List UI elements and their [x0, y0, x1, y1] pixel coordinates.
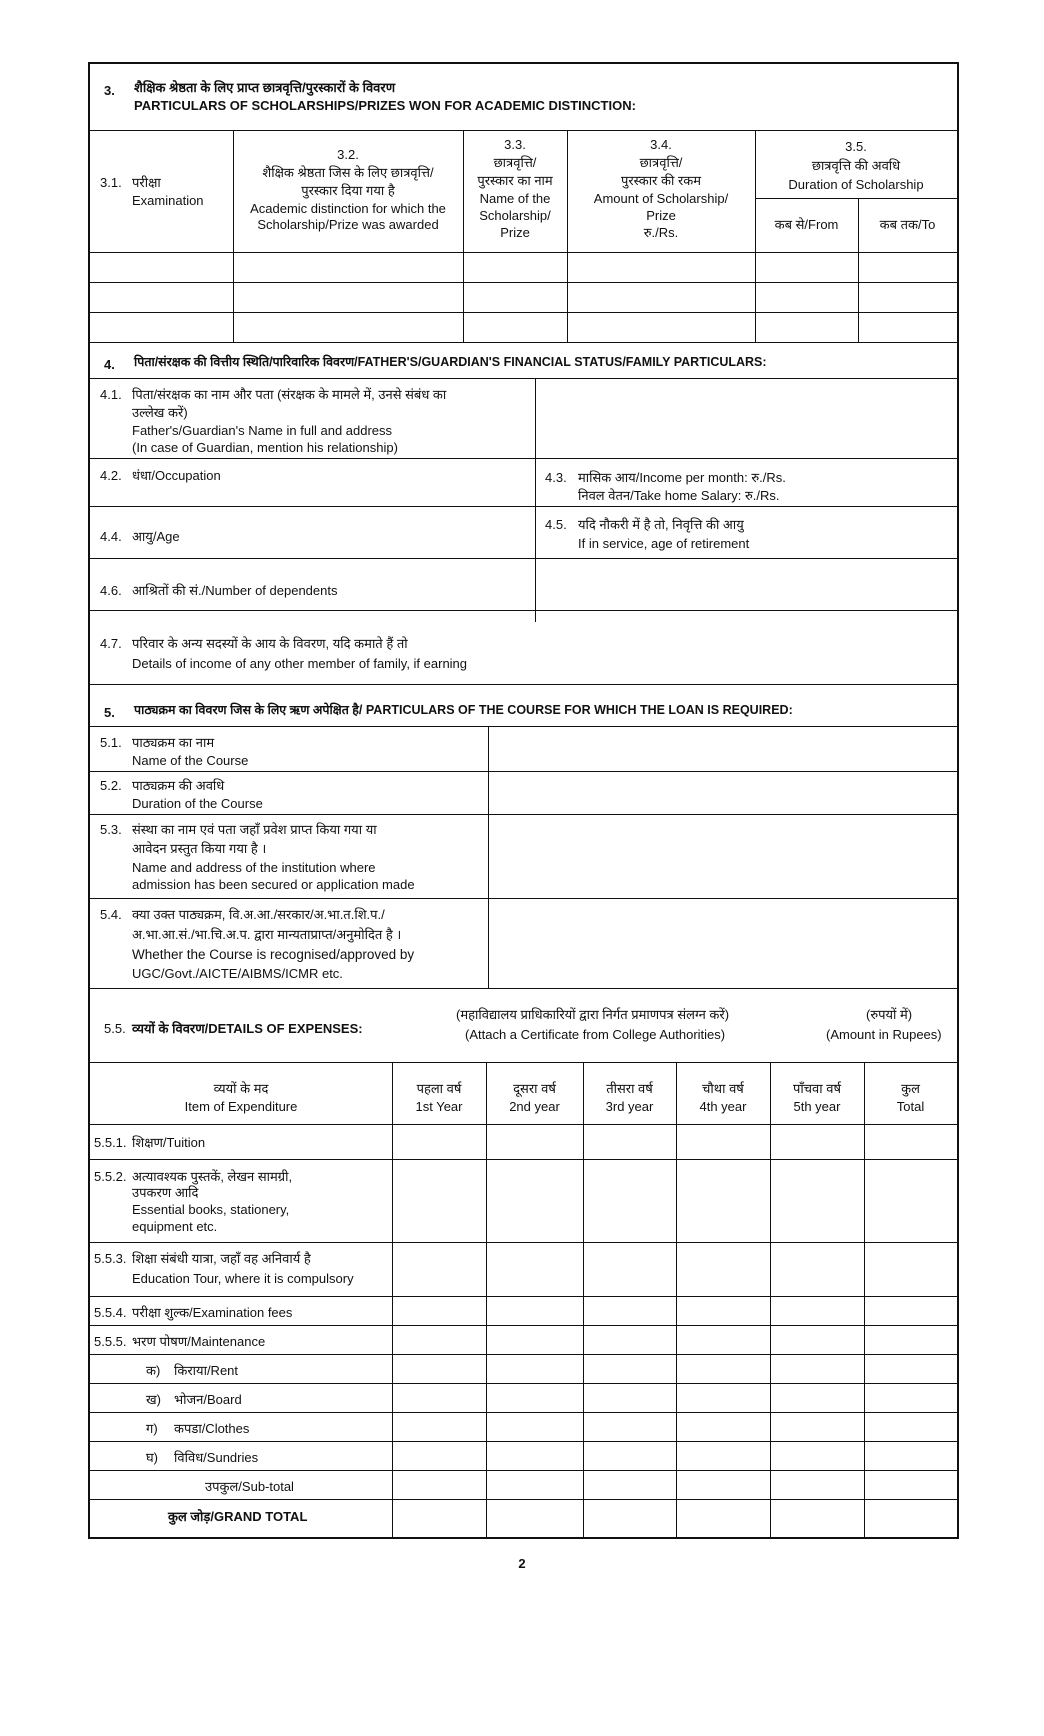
f43-income: मासिक आय/Income per month: रु./Rs. [578, 470, 786, 485]
exp-r5d-letter: घ) [146, 1450, 159, 1465]
exp-header-item-english: Item of Expenditure [184, 1099, 298, 1114]
f54-english-1: Whether the Course is recognised/approved by [132, 947, 415, 962]
exp-r2-english-1: Essential books, stationery, [132, 1202, 290, 1217]
f53-number: 5.3. [100, 822, 122, 837]
s3-col2-english-2: Scholarship/Prize was awarded [257, 217, 439, 232]
exp-header-y2-hindi: दूसरा वर्ष [513, 1081, 556, 1096]
f53-english-1: Name and address of the institution where [132, 860, 376, 875]
exp-header-y3-english: 3rd year [605, 1099, 654, 1114]
exp-r2-hindi-1: अत्यावश्यक पुस्तकें, लेखन सामग्री, [132, 1169, 293, 1184]
f41-number: 4.1. [100, 387, 122, 402]
exp-r1-tuition: शिक्षण/Tuition [132, 1135, 206, 1150]
f51-hindi: पाठ्यक्रम का नाम [132, 735, 215, 750]
f46-number: 4.6. [100, 583, 122, 598]
exp-r1-number: 5.5.1. [94, 1135, 127, 1150]
s3-col4-english-2: Prize [646, 208, 676, 223]
s3-col3-english-3: Prize [500, 225, 530, 240]
f51-english: Name of the Course [132, 753, 249, 768]
s3-col2-english-1: Academic distinction for which the [250, 201, 446, 216]
f47-number: 4.7. [100, 636, 122, 651]
f41-hindi-2: उल्लेख करें) [132, 405, 188, 420]
exp-header-y3-hindi: तीसरा वर्ष [606, 1081, 653, 1096]
f44-age: आयु/Age [132, 529, 180, 544]
exp-header-y2-english: 2nd year [509, 1099, 560, 1114]
f43-number: 4.3. [545, 470, 567, 485]
f42-number: 4.2. [100, 468, 122, 483]
exp-r5d-sundries: विविध/Sundries [174, 1450, 259, 1465]
s3-title-english: PARTICULARS OF SCHOLARSHIPS/PRIZES WON FOR ACADEMIC DISTINCTION: [134, 98, 636, 113]
s3-col3-english-1: Name of the [479, 191, 551, 206]
exp-r3-hindi: शिक्षा संबंधी यात्रा, जहाँ वह अनिवार्य है [132, 1251, 311, 1266]
s3-col4-hindi-1: छात्रवृत्ति/ [639, 155, 683, 170]
f47-hindi: परिवार के अन्य सदस्यों के आय के विवरण, यदि कमाते हैं तो [132, 636, 408, 651]
f52-number: 5.2. [100, 778, 122, 793]
f52-hindi: पाठ्यक्रम की अवधि [132, 778, 225, 793]
f53-hindi-1: संस्था का नाम एवं पता जहाँ प्रवेश प्राप्त किया गया या [132, 822, 377, 837]
s3-title-hindi: शैक्षिक श्रेष्ठता के लिए प्राप्त छात्रवृत्ति/पुरस्कारों के विवरण [134, 80, 396, 95]
exp-r2-number: 5.5.2. [94, 1169, 127, 1184]
exp-r5b-board: भोजन/Board [174, 1392, 242, 1407]
exp-header-y1-english: 1st Year [415, 1099, 463, 1114]
exp-r3-english: Education Tour, where it is compulsory [132, 1271, 354, 1286]
exp-r5-number: 5.5.5. [94, 1334, 127, 1349]
exp-r5b-letter: ख) [146, 1392, 161, 1407]
exp-r5c-letter: ग) [146, 1421, 158, 1436]
exp-header-y5-english: 5th year [793, 1099, 841, 1114]
exp-header-total-english: Total [896, 1099, 925, 1114]
f55-title: व्ययों के विवरण/DETAILS OF EXPENSES: [132, 1021, 363, 1036]
f55-unit-hindi: (रुपयों में) [866, 1007, 913, 1022]
f45-hindi: यदि नौकरी में है तो, निवृत्ति की आयु [578, 517, 744, 532]
f51-number: 5.1. [100, 735, 122, 750]
f45-number: 4.5. [545, 517, 567, 532]
f44-number: 4.4. [100, 529, 122, 544]
s3-col2-number: 3.2. [337, 147, 359, 162]
f46-dependents: आश्रितों की सं./Number of dependents [132, 583, 338, 598]
exp-r5c-clothes: कपडा/Clothes [174, 1421, 250, 1436]
s3-col1-hindi: परीक्षा [132, 175, 161, 190]
f47-english: Details of income of any other member of family, if earning [132, 656, 468, 671]
exp-header-item-hindi: व्ययों के मद [213, 1081, 269, 1096]
exp-header-total-hindi: कुल [901, 1081, 920, 1096]
exp-r4-number: 5.5.4. [94, 1305, 127, 1320]
exp-r2-hindi-2: उपकरण आदि [132, 1185, 199, 1200]
exp-r5a-rent: किराया/Rent [174, 1363, 239, 1378]
f53-hindi-2: आवेदन प्रस्तुत किया गया है । [132, 841, 267, 856]
s3-col5-number: 3.5. [845, 139, 867, 154]
s3-col2-hindi-1: शैक्षिक श्रेष्ठता जिस के लिए छात्रवृत्ति/ [262, 165, 434, 180]
exp-header-y4-hindi: चौथा वर्ष [702, 1081, 744, 1096]
s3-col5-from: कब से/From [774, 217, 839, 232]
s3-number: 3. [104, 83, 115, 98]
s3-col4-number: 3.4. [650, 137, 672, 152]
s3-col2-hindi-2: पुरस्कार दिया गया है [301, 183, 395, 198]
f41-english-2: (In case of Guardian, mention his relationship) [132, 440, 398, 455]
s3-col4-english-1: Amount of Scholarship/ [593, 191, 729, 206]
exp-grand-total-label: कुल जोड़/GRAND TOTAL [168, 1509, 308, 1524]
exp-header-y4-english: 4th year [699, 1099, 747, 1114]
f55-note-hindi: (महाविद्यालय प्राधिकारियों द्वारा निर्गत प्रमाणपत्र संलग्न करें) [456, 1007, 730, 1022]
exp-r3-number: 5.5.3. [94, 1251, 127, 1266]
exp-header-y1-hindi: पहला वर्ष [416, 1081, 462, 1096]
f41-hindi-1: पिता/संरक्षक का नाम और पता (संरक्षक के मामले में, उनसे संबंध का [132, 387, 447, 402]
page-number: 2 [518, 1556, 526, 1571]
s3-col1-number: 3.1. [100, 175, 122, 190]
s3-col5-english: Duration of Scholarship [788, 177, 924, 192]
exp-r5-maintenance: भरण पोषण/Maintenance [132, 1334, 266, 1349]
s4-title: पिता/संरक्षक की वित्तीय स्थिति/पारिवारिक विवरण/FATHER'S/GUARDIAN'S FINANCIAL STATUS/FAMILY PARTICULARS: [134, 355, 767, 369]
exp-header-y5-hindi: पाँचवा वर्ष [793, 1081, 841, 1096]
f54-hindi-2: अ.भा.आ.सं./भा.चि.अ.प. द्वारा मान्यताप्राप्त/अनुमोदित है । [132, 927, 402, 942]
s3-col5-to: कब तक/To [879, 217, 936, 232]
s5-title: पाठ्यक्रम का विवरण जिस के लिए ऋण अपेक्षित है/ PARTICULARS OF THE COURSE FOR WHICH THE LOAN IS REQUIRED: [134, 703, 793, 717]
s3-col3-number: 3.3. [504, 137, 526, 152]
f53-english-2: admission has been secured or application made [132, 877, 415, 892]
exp-r4-exam-fees: परीक्षा शुल्क/Examination fees [132, 1305, 293, 1320]
s4-number: 4. [104, 357, 115, 372]
exp-subtotal-label: उपकुल/Sub-total [205, 1479, 294, 1494]
exp-r2-english-2: equipment etc. [132, 1219, 218, 1234]
f42-occupation: धंधा/Occupation [132, 468, 221, 483]
s3-col1-english: Examination [132, 193, 204, 208]
s3-col4-hindi-2: पुरस्कार की रकम [620, 173, 702, 188]
s3-col3-hindi-1: छात्रवृत्ति/ [493, 155, 537, 170]
f54-number: 5.4. [100, 907, 122, 922]
f54-english-2: UGC/Govt./AICTE/AIBMS/ICMR etc. [132, 966, 343, 981]
s3-col3-english-2: Scholarship/ [479, 208, 551, 223]
f45-english: If in service, age of retirement [578, 536, 750, 551]
f52-english: Duration of the Course [132, 796, 263, 811]
f55-number: 5.5. [104, 1021, 126, 1036]
f41-english-1: Father's/Guardian's Name in full and address [132, 423, 393, 438]
s3-col3-hindi-2: पुरस्कार का नाम [477, 173, 553, 188]
s3-col5-hindi: छात्रवृत्ति की अवधि [811, 158, 901, 173]
f55-unit-english: (Amount in Rupees) [826, 1027, 942, 1042]
f43-salary: निवल वेतन/Take home Salary: रु./Rs. [578, 488, 780, 503]
exp-r5a-letter: क) [146, 1363, 161, 1378]
f55-note-english: (Attach a Certificate from College Authorities) [465, 1027, 726, 1042]
f54-hindi-1: क्या उक्त पाठ्यक्रम, वि.अ.आ./सरकार/अ.भा.त.शि.प./ [132, 907, 385, 922]
form-frame [88, 62, 959, 1539]
s3-col4-english-3: रु./Rs. [643, 225, 679, 240]
s5-number: 5. [104, 705, 115, 720]
